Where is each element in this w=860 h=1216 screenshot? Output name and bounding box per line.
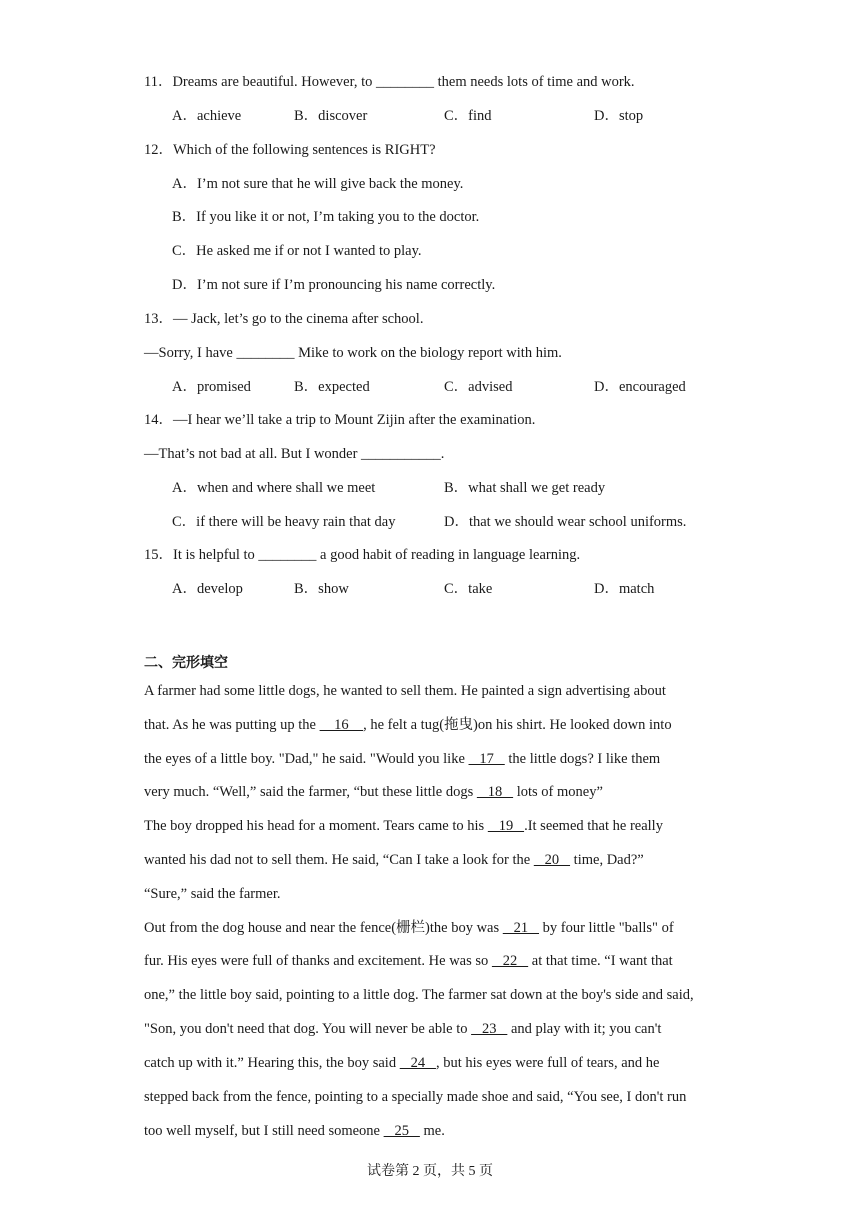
cloze-line	[144, 1087, 686, 1107]
cloze-text: and play with it; you can't	[507, 1021, 662, 1037]
cloze-blank: 20	[533, 852, 571, 868]
cloze-text: fur. His eyes were full of thanks and excitement. He was so	[144, 953, 492, 969]
question-11-stem: 11．Dreams are beautiful. However, to ________ them needs lots of time and work.	[144, 74, 635, 90]
cloze-line	[144, 681, 666, 701]
q13-option-a: A．promised	[172, 379, 251, 395]
q12-option-b: B．If you like it or not, I’m taking you to the doctor.	[172, 209, 480, 225]
cloze-text: "Son, you don't need that dog. You will never be able to	[144, 1021, 472, 1037]
cloze-text: , he felt a tug(拖曳)on his shirt. He looked down into	[363, 717, 672, 733]
q11-option-c: C．find	[444, 108, 492, 124]
section-title-cloze: 二、完形填空	[144, 655, 228, 671]
q15-option-d: D．match	[594, 581, 655, 597]
cloze-line	[144, 985, 694, 1005]
q12-option-c: C．He asked me if or not I wanted to play.	[172, 243, 422, 259]
page-footer: 试卷第 2 页，共 5 页	[367, 1164, 493, 1179]
cloze-text: at that time. “I want that	[528, 953, 673, 969]
q12-option-d: D．I’m not sure if I’m pronouncing his name correctly.	[172, 277, 496, 293]
cloze-blank: 21	[502, 920, 540, 936]
question-13-stem-reply: —Sorry, I have ________ Mike to work on the biology report with him.	[144, 345, 562, 361]
q11-option-b: B．discover	[294, 108, 368, 124]
q13-option-b: B．expected	[294, 379, 370, 395]
question-14-stem: 14．—I hear we’ll take a trip to Mount Zijin after the examination.	[144, 412, 536, 428]
question-14-stem-reply: —That’s not bad at all. But I wonder ___________.	[144, 446, 445, 462]
cloze-line	[144, 1053, 659, 1073]
cloze-line	[144, 816, 663, 836]
cloze-text: me.	[419, 1123, 445, 1139]
cloze-line	[144, 1121, 445, 1141]
cloze-line	[144, 884, 280, 904]
cloze-text: lots of money”	[513, 784, 603, 800]
cloze-line	[144, 782, 603, 802]
q11-option-d: D．stop	[594, 108, 644, 124]
cloze-blank: 23	[471, 1021, 508, 1037]
q14-option-b: B．what shall we get ready	[444, 480, 606, 496]
cloze-text: A farmer had some little dogs, he wanted to sell them. He painted a sign advertising about	[144, 683, 666, 699]
cloze-line	[144, 951, 673, 971]
cloze-text: one,” the little boy said, pointing to a little dog. The farmer sat down at the boy's side and said,	[144, 987, 694, 1003]
cloze-line	[144, 715, 672, 735]
cloze-text: the eyes of a little boy. "Dad," he said. "Would you like	[144, 751, 469, 767]
cloze-blank: 16	[319, 717, 364, 733]
q14-option-a: A．when and where shall we meet	[172, 480, 376, 496]
cloze-text: “Sure,” said the farmer.	[144, 886, 281, 902]
cloze-blank: 25	[383, 1123, 420, 1139]
cloze-line	[144, 918, 674, 938]
cloze-text: stepped back from the fence, pointing to a specially made shoe and said, “You see, I don't run	[144, 1089, 687, 1105]
q11-option-a: A．achieve	[172, 108, 242, 124]
cloze-text: Out from the dog house and near the fence(栅栏)the boy was	[144, 920, 503, 936]
cloze-text: .It seemed that he really	[524, 818, 663, 834]
q13-option-c: C．advised	[444, 379, 513, 395]
cloze-blank: 19	[487, 818, 525, 834]
cloze-line	[144, 749, 660, 769]
q13-option-d: D．encouraged	[594, 379, 686, 395]
q15-option-b: B．show	[294, 581, 349, 597]
cloze-text: wanted his dad not to sell them. He said, “Can I take a look for the	[144, 852, 534, 868]
question-13-stem: 13．— Jack, let’s go to the cinema after school.	[144, 311, 424, 327]
cloze-line	[144, 850, 644, 870]
q14-option-c: C．if there will be heavy rain that day	[172, 514, 396, 530]
cloze-blank: 17	[468, 751, 505, 767]
question-15-stem: 15．It is helpful to ________ a good habit of reading in language learning.	[144, 547, 581, 563]
q12-option-a: A．I’m not sure that he will give back the money.	[172, 176, 464, 192]
cloze-text: time, Dad?”	[570, 852, 644, 868]
cloze-blank: 24	[399, 1055, 436, 1071]
q15-option-a: A．develop	[172, 581, 243, 597]
q14-option-d: D．that we should wear school uniforms.	[444, 514, 687, 530]
question-12-stem: 12．Which of the following sentences is RIGHT?	[144, 142, 436, 158]
cloze-text: very much. “Well,” said the farmer, “but these little dogs	[144, 784, 477, 800]
cloze-text: the little dogs? I like them	[504, 751, 661, 767]
cloze-blank: 18	[476, 784, 514, 800]
cloze-line	[144, 1019, 661, 1039]
cloze-text: too well myself, but I still need someone	[144, 1123, 384, 1139]
cloze-text: catch up with it.” Hearing this, the boy said	[144, 1055, 400, 1071]
q15-option-c: C．take	[444, 581, 493, 597]
cloze-text: The boy dropped his head for a moment. Tears came to his	[144, 818, 488, 834]
cloze-text: that. As he was putting up the	[144, 717, 320, 733]
cloze-text: by four little "balls" of	[539, 920, 674, 936]
cloze-text: , but his eyes were full of tears, and he	[435, 1055, 660, 1071]
cloze-blank: 22	[491, 953, 529, 969]
